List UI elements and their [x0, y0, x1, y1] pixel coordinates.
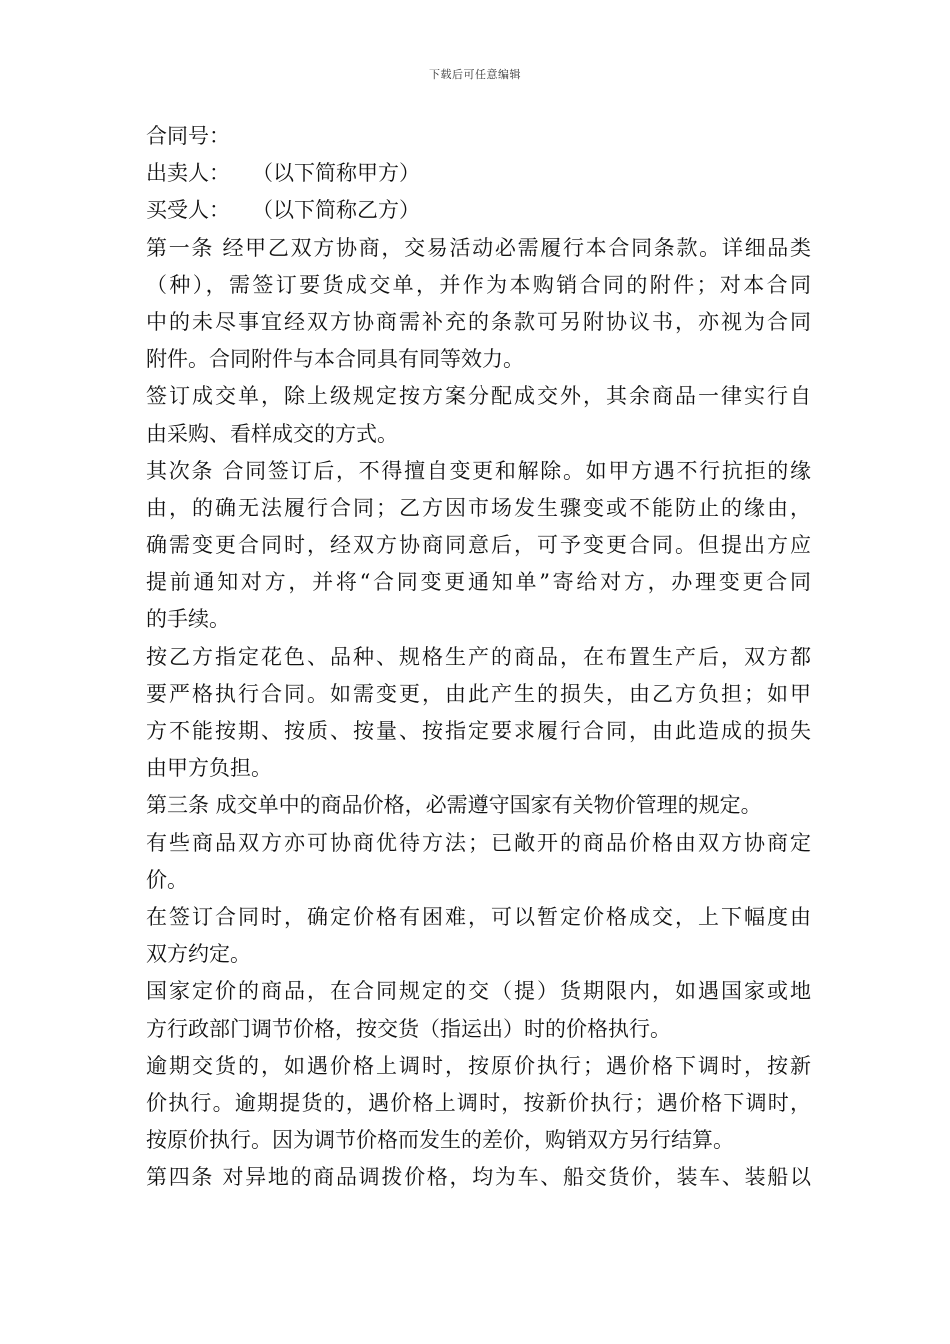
paragraph-line: 按乙方指定花色、品种、规格生产的商品，在布置生产后，双方都 — [146, 644, 811, 669]
paragraph-line: 国家定价的商品，在合同规定的交（提）货期限内，如遇国家或地 — [146, 979, 811, 1004]
contract-body — [146, 118, 811, 1196]
paragraph-line: 第四条 对异地的商品调拨价格，均为车、船交货价，装车、装船以 — [146, 1165, 811, 1190]
paragraph-line: 提前通知对方，并将“合同变更通知单”寄给对方，办理变更合同 — [146, 570, 811, 595]
paragraph-line: 由，的确无法履行合同；乙方因市场发生骤变或不能防止的缘由， — [146, 495, 811, 520]
paragraph-line: 在签订合同时，确定价格有困难，可以暂定价格成交，上下幅度由 — [146, 904, 811, 929]
paragraph-line: 的手续。 — [146, 607, 230, 632]
paragraph-line: 第一条 经甲乙双方协商，交易活动必需履行本合同条款。详细品类 — [146, 235, 811, 260]
seller-line — [146, 155, 811, 192]
paragraph-line: 第三条 成交单中的商品价格，必需遵守国家有关物价管理的规定。 — [146, 793, 762, 818]
paragraph-line: 按原价执行。因为调节价格而发生的差价，购销双方另行结算。 — [146, 1128, 734, 1153]
paragraph-line: 其次条 合同签订后，不得擅自变更和解除。如甲方遇不行抗拒的缘 — [146, 458, 811, 483]
buyer-label: 买受人： — [146, 198, 230, 223]
seller-note: （以下简称甲方） — [252, 161, 420, 186]
paragraph-line: 附件。合同附件与本合同具有同等效力。 — [146, 347, 524, 372]
buyer-line — [146, 192, 811, 229]
contract-number-line — [146, 118, 811, 155]
paragraph-line: 由甲方负担。 — [146, 756, 272, 781]
paragraph-line: 有些商品双方亦可协商优待方法；已敞开的商品价格由双方协商定 — [146, 830, 811, 855]
paragraph-line: 要严格执行合同。如需变更，由此产生的损失，由乙方负担；如甲 — [146, 681, 811, 706]
contract-number-label: 合同号： — [146, 124, 230, 148]
paragraph-line: （种），需签订要货成交单，并作为本购销合同的附件；对本合同 — [146, 272, 811, 297]
paragraph-line: 确需变更合同时，经双方协商同意后，可予变更合同。但提出方应 — [146, 533, 811, 558]
paragraph-line: 方行政部门调节价格，按交货（指运出）时的价格执行。 — [146, 1016, 671, 1041]
paragraph-line: 方不能按期、按质、按量、按指定要求履行合同，由此造成的损失 — [146, 719, 811, 743]
paragraph-line: 价。 — [146, 867, 188, 892]
paragraph-line: 由采购、看样成交的方式。 — [146, 421, 398, 446]
paragraph-line: 价执行。逾期提货的，遇价格上调时，按新价执行；遇价格下调时， — [146, 1090, 811, 1115]
seller-label: 出卖人： — [146, 161, 230, 186]
paragraph-line: 双方约定。 — [146, 942, 251, 967]
paragraph-line: 签订成交单，除上级规定按方案分配成交外，其余商品一律实行自 — [146, 384, 811, 409]
paragraph-line: 中的未尽事宜经双方协商需补充的条款可另附协议书，亦视为合同 — [146, 309, 811, 334]
paragraph-line: 逾期交货的，如遇价格上调时，按原价执行；遇价格下调时，按新 — [146, 1053, 811, 1078]
page-header-note: 下载后可任意编辑 — [429, 68, 521, 81]
buyer-note: （以下简称乙方） — [252, 198, 420, 223]
